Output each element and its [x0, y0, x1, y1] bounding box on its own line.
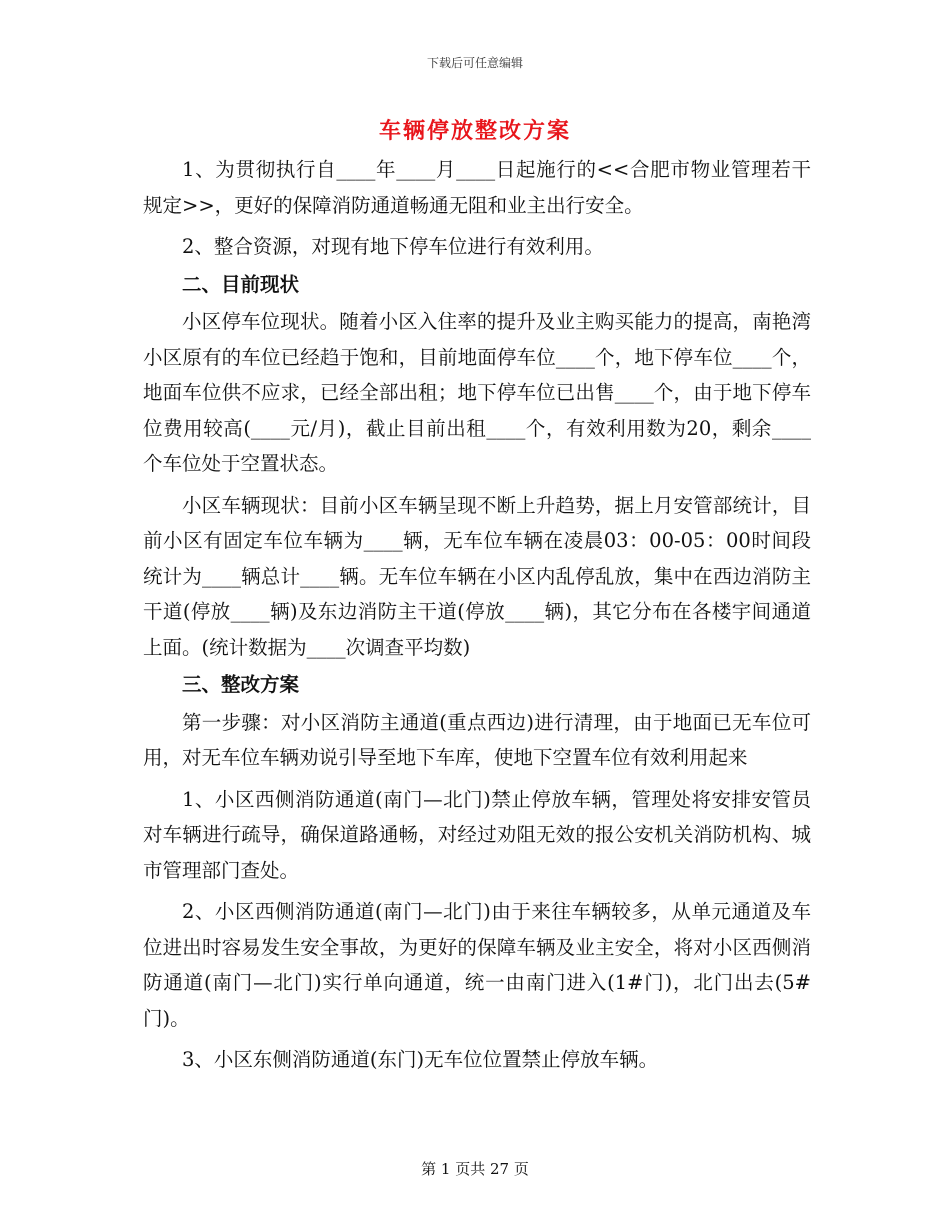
section-heading-current-status: 二、目前现状	[182, 272, 300, 296]
paragraph-purpose-1: 1、为贯彻执行自____年____月____日起施行的<<合肥市物业管理若干规定>>，更好的保障消防通道畅通无阻和业主出行安全。	[143, 158, 811, 217]
page-header-note: 下载后可任意编辑	[426, 56, 523, 70]
paragraph-measure-2: 2、小区西侧消防通道(南门—北门)由于来往车辆较多，从单元通道及车位进出时容易发生安全事故，为更好的保障车辆及业主安全，将对小区西侧消防通道(南门—北门)实行单向通道，统一由南门进入(1#门)，北门出去(5#门)。	[143, 900, 811, 1030]
paragraph-step-one: 第一步骤：对小区消防主通道(重点西边)进行清理，由于地面已无车位可用，对无车位车辆劝说引导至地下车库，使地下空置车位有效利用起来	[143, 710, 811, 769]
document-body	[143, 152, 811, 1078]
paragraph-measure-1: 1、小区西侧消防通道(南门—北门)禁止停放车辆，管理处将安排安管员对车辆进行疏导，确保道路通畅，对经过劝阻无效的报公安机关消防机构、城市管理部门查处。	[143, 787, 811, 882]
document-title: 车辆停放整改方案	[378, 118, 571, 144]
section-heading-rectification-plan: 三、整改方案	[182, 673, 300, 696]
paragraph-parking-status: 小区停车位现状。随着小区入住率的提升及业主购买能力的提高，南艳湾小区原有的车位已经趋于饱和，目前地面停车位____个，地下停车位____个，地面车位供不应求，已经全部出租；地下停车位已出售____个，由于地下停车位费用较高(____元/月)，截止目前出租____个，有效利用数为20，剩余____个车位处于空置状态。	[143, 310, 811, 475]
paragraph-measure-3: 3、小区东侧消防通道(东门)无车位位置禁止停放车辆。	[182, 1048, 659, 1071]
page-number-footer: 第 1 页共 27 页	[421, 1160, 529, 1178]
paragraph-purpose-2: 2、整合资源，对现有地下停车位进行有效利用。	[182, 235, 604, 258]
paragraph-vehicle-status: 小区车辆现状：目前小区车辆呈现不断上升趋势，据上月安管部统计，目前小区有固定车位车辆为____辆，无车位车辆在凌晨03：00-05：00时间段统计为____辆总计____辆。无车位车辆在小区内乱停乱放，集中在西边消防主干道(停放____辆)及东边消防主干道(停放____辆)，其它分布在各楼宇间通道上面。(统计数据为____次调查平均数)	[143, 493, 811, 659]
